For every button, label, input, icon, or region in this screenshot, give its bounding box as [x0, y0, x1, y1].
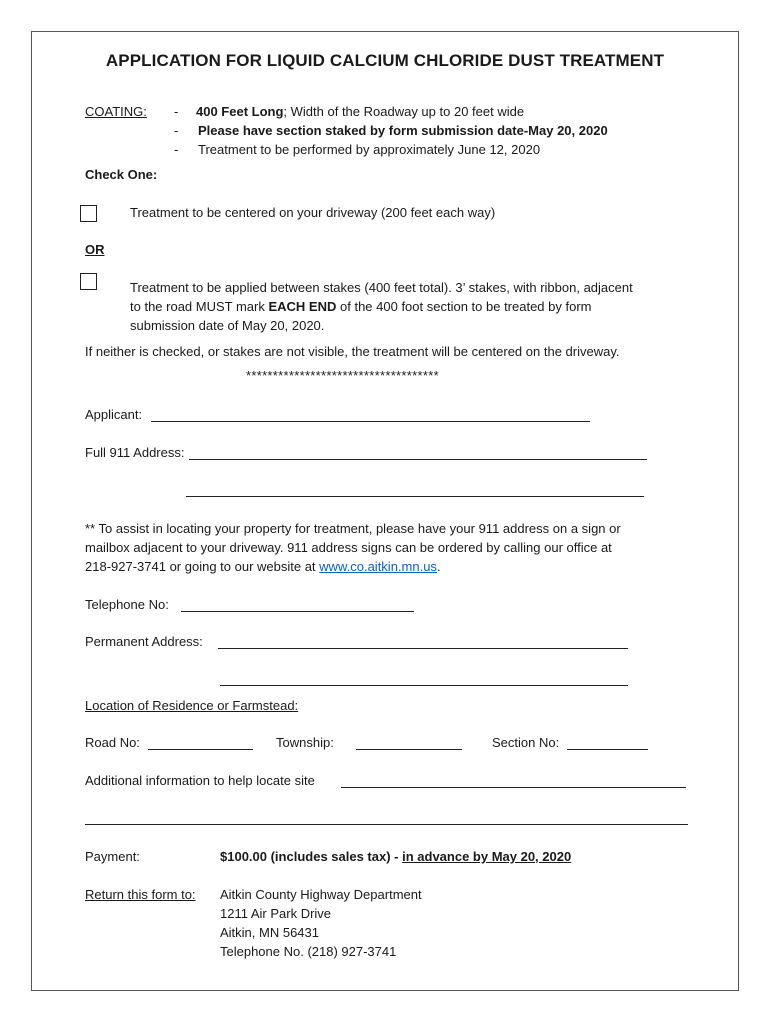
or-label: OR [85, 242, 105, 257]
payment-amount-text: $100.00 (includes sales tax) - [220, 849, 403, 864]
separator-stars: ************************************ [246, 368, 439, 383]
website-link[interactable]: www.co.aitkin.mn.us [319, 559, 437, 574]
option-centered-checkbox[interactable] [80, 205, 97, 222]
permanent-address-label: Permanent Address: [85, 634, 203, 649]
telephone-field[interactable] [181, 611, 414, 612]
coating-item-1-rest: ; Width of the Roadway up to 20 feet wide [283, 104, 525, 119]
road-label: Road No: [85, 735, 140, 750]
township-field[interactable] [356, 749, 462, 750]
additional-info-label: Additional information to help locate site [85, 773, 315, 788]
location-heading: Location of Residence or Farmstead: [85, 698, 299, 713]
option-stakes-each-end: EACH END [268, 299, 337, 314]
option-stakes-checkbox[interactable] [80, 273, 97, 290]
assist-line-1: ** To assist in locating your property for treatment, please have your 911 address on a sign or [85, 521, 621, 536]
permanent-address-field-line-2[interactable] [220, 685, 628, 686]
return-address-line-1: Aitkin County Highway Department [220, 887, 422, 902]
bullet-dash: - [174, 104, 179, 119]
coating-item-1-bold: 400 Feet Long [196, 104, 284, 119]
neither-note: If neither is checked, or stakes are not visible, the treatment will be centered on the driveway. [85, 344, 620, 359]
additional-info-field-line-1[interactable] [341, 787, 686, 788]
address-field-line-1[interactable] [189, 459, 647, 460]
option-stakes-line-1: Treatment to be applied between stakes (400 feet total). 3’ stakes, with ribbon, adjacent [130, 280, 633, 295]
check-one-label: Check One: [85, 167, 158, 182]
section-label: Section No: [492, 735, 560, 750]
applicant-label: Applicant: [85, 407, 143, 422]
section-field[interactable] [567, 749, 648, 750]
option-centered-label: Treatment to be centered on your driveway (200 feet each way) [130, 205, 496, 220]
coating-item-1 [196, 104, 524, 120]
telephone-label: Telephone No: [85, 597, 169, 612]
address-label: Full 911 Address: [85, 445, 185, 460]
payment-deadline: in advance by May 20, 2020 [402, 849, 572, 864]
return-address-line-2: 1211 Air Park Drive [220, 906, 332, 921]
assist-line-3-post: . [436, 559, 441, 574]
permanent-address-field-line-1[interactable] [218, 648, 628, 649]
option-stakes-line-2 [130, 299, 592, 315]
road-field[interactable] [148, 749, 253, 750]
assist-line-2: mailbox adjacent to your driveway. 911 address signs can be ordered by calling our office at [85, 540, 612, 555]
bullet-dash: - [174, 142, 179, 157]
applicant-field[interactable] [151, 421, 590, 422]
return-address-line-4: Telephone No. (218) 927-3741 [220, 944, 397, 959]
return-address-line-3: Aitkin, MN 56431 [220, 925, 319, 940]
return-label: Return this form to: [85, 887, 196, 902]
additional-info-field-line-2[interactable] [85, 824, 688, 825]
option-stakes-line-2-post: of the 400 foot section to be treated by form [336, 299, 592, 314]
bullet-dash: - [174, 123, 179, 138]
assist-line-3-pre: 218-927-3741 or going to our website at [85, 559, 320, 574]
coating-label: COATING: [85, 104, 147, 119]
payment-amount [220, 849, 571, 865]
coating-item-2: Please have section staked by form submission date-May 20, 2020 [198, 123, 608, 138]
payment-label: Payment: [85, 849, 140, 864]
address-field-line-2[interactable] [186, 496, 644, 497]
option-stakes-line-3: submission date of May 20, 2020. [130, 318, 325, 333]
assist-line-3 [85, 559, 441, 575]
option-stakes-line-2-pre: to the road MUST mark [130, 299, 269, 314]
form-title: APPLICATION FOR LIQUID CALCIUM CHLORIDE DUST TREATMENT [105, 51, 665, 70]
township-label: Township: [276, 735, 334, 750]
coating-item-3: Treatment to be performed by approximately June 12, 2020 [198, 142, 541, 157]
